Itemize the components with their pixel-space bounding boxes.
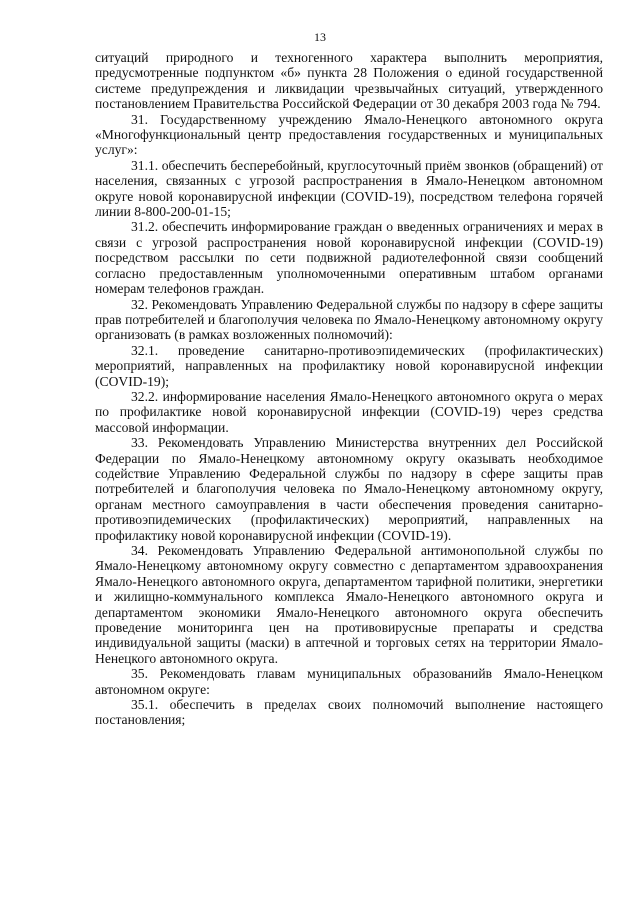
paragraph-34: 34. Рекомендовать Управлению Федеральной антимонопольной службы по Ямало-Ненецкому автономному округу совместно с департаментом здравоохранения Ямало-Ненецкого автономного округа, департаментом тарифной политики, энергетики и жилищно-коммунального комплекса Ямало-Ненецкого автономного округа и департаментом экономики Ямало-Ненецкого автономного округа обеспечить проведение мониторинга цен на противовирусные препараты и средства индивидуальной защиты (маски) в аптечной и торговых сетях на территории Ямало-Ненецкого автономного округа.: [95, 543, 603, 666]
paragraph-32-2: 32.2. информирование населения Ямало-Ненецкого автономного округа о мерах по профилактике новой коронавирусной инфекции (COVID-19) через средства массовой информации.: [95, 388, 603, 435]
paragraph-35-1: 35.1. обеспечить в пределах своих полномочий выполнение настоящего постановления;: [95, 697, 603, 728]
paragraph-32-1: 32.1. проведение санитарно-противоэпидемических (профилактических) мероприятий, направленных на профилактику новой коронавирусной инфекции (COVID-19);: [95, 342, 603, 389]
paragraph-continuation: ситуаций природного и техногенного характера выполнить мероприятия, предусмотренные подпунктом «б» пункта 28 Положения о единой государственной системе предупреждения и ликвидации чрезвычайных ситуаций, утвержденного постановлением Правительства Российской Федерации от 30 декабря 2003 года № 794.: [95, 50, 603, 112]
paragraph-31-1: 31.1. обеспечить бесперебойный, круглосуточный приём звонков (обращений) от населения, связанных с угрозой распространения в Ямало-Ненецком автономном округе новой коронавирусной инфекции (COVID-19), посредством телефона горячей линии 8-800-200-01-15;: [95, 157, 603, 220]
paragraph-35: 35. Рекомендовать главам муниципальных образованийв Ямало-Ненецком автономном округе:: [95, 666, 603, 697]
paragraph-32: 32. Рекомендовать Управлению Федеральной службы по надзору в сфере защиты прав потребителей и благополучия человека по Ямало-Ненецкому автономному округу организовать (в рамках возложенных полномочий):: [95, 296, 603, 343]
paragraph-31-2: 31.2. обеспечить информирование граждан о введенных ограничениях и мерах в связи с угрозой распространения новой коронавирусной инфекции (COVID-19) посредством рассылки по сети подвижной радиотелефонной связи сообщений согласно предоставленным уполномоченными оперативным штабом органами номерам телефонов граждан.: [95, 219, 603, 297]
paragraph-33: 33. Рекомендовать Управлению Министерства внутренних дел Российской Федерации по Ямало-Ненецкому автономному округу оказывать необходимое содействие Управлению Федеральной службы по надзору в сфере защиты прав потребителей и благополучия человека по Ямало-Ненецкому автономному округу, органам местного самоуправления в части обеспечения проведения санитарно-противоэпидемических (профилактических) мероприятий, направленных на профилактику новой коронавирусной инфекции (COVID-19).: [95, 435, 603, 543]
page-number: 13: [314, 30, 326, 44]
document-body: [95, 50, 603, 728]
paragraph-31: 31. Государственному учреждению Ямало-Ненецкого автономного округа «Многофункциональный центр предоставления государственных и муниципальных услуг»:: [95, 111, 603, 158]
